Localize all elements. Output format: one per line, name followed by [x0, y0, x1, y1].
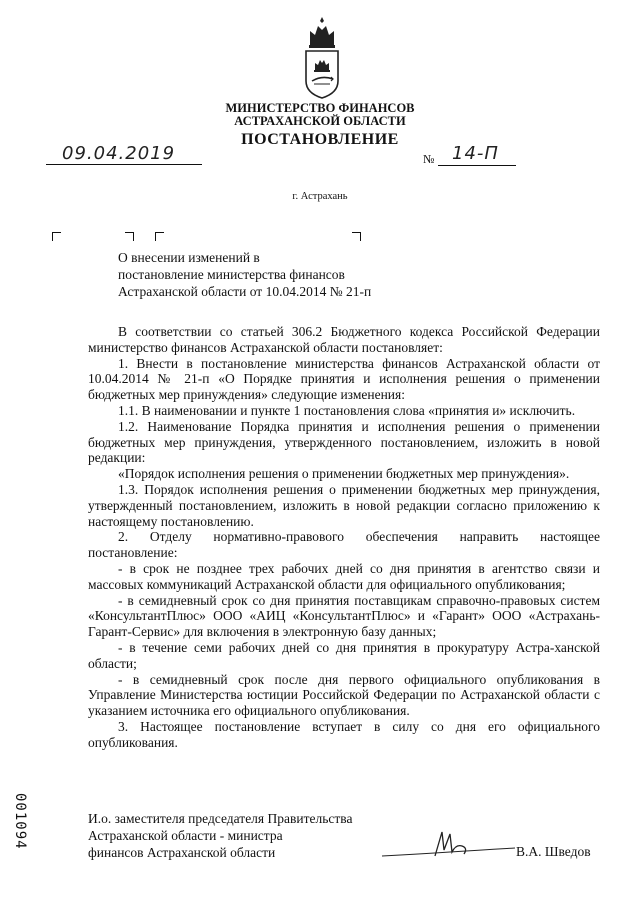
signature-position-line2: Астраханской области - министра [88, 828, 283, 843]
subject-line-3: Астраханской области от 10.04.2014 № 21-п [118, 284, 372, 299]
document-subject [118, 249, 418, 300]
number-label: № [423, 152, 435, 166]
paragraph-preamble: В соответствии со статьей 306.2 Бюджетного кодекса Российской Федерации министерство финансов Астраханской области постановляет: [88, 324, 600, 355]
signature-position-line1: И.о. заместителя председателя Правительства [88, 811, 353, 826]
paragraph-2: 2. Отделу нормативно-правового обеспечения направить настоящее постановление: [88, 529, 600, 561]
document-type: ПОСТАНОВЛЕНИЕ [241, 131, 399, 148]
ministry-name-line2: АСТРАХАНСКОЙ ОБЛАСТИ [234, 114, 406, 128]
number-underline [438, 165, 516, 166]
document-date: 09.04.2019 [62, 143, 176, 164]
paragraph-1-1: 1.1. В наименовании и пункте 1 постановления слова «принятия и» исключить. [118, 402, 576, 418]
bracket-top-mid-right [155, 232, 164, 241]
subject-line-1: О внесении изменений в [118, 250, 260, 265]
signer-name: В.А. Шведов [516, 844, 591, 859]
subject-line-2: постановление министерства финансов [118, 267, 345, 282]
paragraph-2-item-4: - в семидневный срок после дня первого официального опубликования в Управление Министерства юстиции Российской Федерации по Астраханской области с указанием источника его официального опубликования. [88, 671, 600, 719]
bracket-top-right [352, 232, 361, 241]
document-body [88, 324, 600, 751]
paragraph-2-item-1: - в срок не позднее трех рабочих дней со дня принятия в агентство связи и массовых коммуникаций Астраханской области для официального опубликования; [88, 560, 600, 592]
stamp-number-text: 001094 [12, 793, 28, 850]
paragraph-1: 1. Внести в постановление министерства финансов Астраханской области от 10.04.2014 № 21-п «О Порядке принятия и исполнения решения о применении бюджетных мер принуждения» следующие изменения: [88, 355, 600, 403]
signature-position-line3: финансов Астраханской области [88, 845, 276, 860]
coat-of-arms-emblem [297, 15, 347, 101]
bracket-top-left [52, 232, 61, 241]
date-underline [46, 164, 202, 165]
ministry-name-line1: МИНИСТЕРСТВО ФИНАНСОВ [225, 101, 415, 115]
paragraph-1-2-quote: «Порядок исполнения решения о применении бюджетных мер принуждения». [118, 466, 570, 482]
bracket-top-mid-left [125, 232, 134, 241]
signature-block [88, 810, 388, 861]
paragraph-2-item-2: - в семидневный срок со дня принятия поставщикам справочно-правовых систем «КонсультантПлюс» ООО «АИЦ «КонсультантПлюс» и «Гарант» ООО «Астрахань-Гарант-Сервис» для включения в электронную базу данных; [88, 592, 600, 640]
handwritten-signature [380, 826, 520, 866]
paragraph-1-2: 1.2. Наименование Порядка принятия и исполнения решения о применении бюджетных мер принуждения, утвержденного постановлением, изложить в новой редакции: [88, 418, 600, 466]
paragraph-1-3: 1.3. Порядок исполнения решения о применении бюджетных мер принуждения, утвержденный постановлением, изложить в новой редакции согласно приложению к настоящему постановлению. [88, 481, 600, 529]
document-number: 14-П [452, 143, 499, 164]
paragraph-2-item-3: - в течение семи рабочих дней со дня принятия в прокуратуру Астра-ханской области; [88, 639, 600, 671]
paragraph-3: 3. Настоящее постановление вступает в силу со дня его официального опубликования. [88, 718, 600, 750]
registration-stamp-number [8, 793, 30, 873]
city: г. Астрахань [292, 191, 348, 202]
